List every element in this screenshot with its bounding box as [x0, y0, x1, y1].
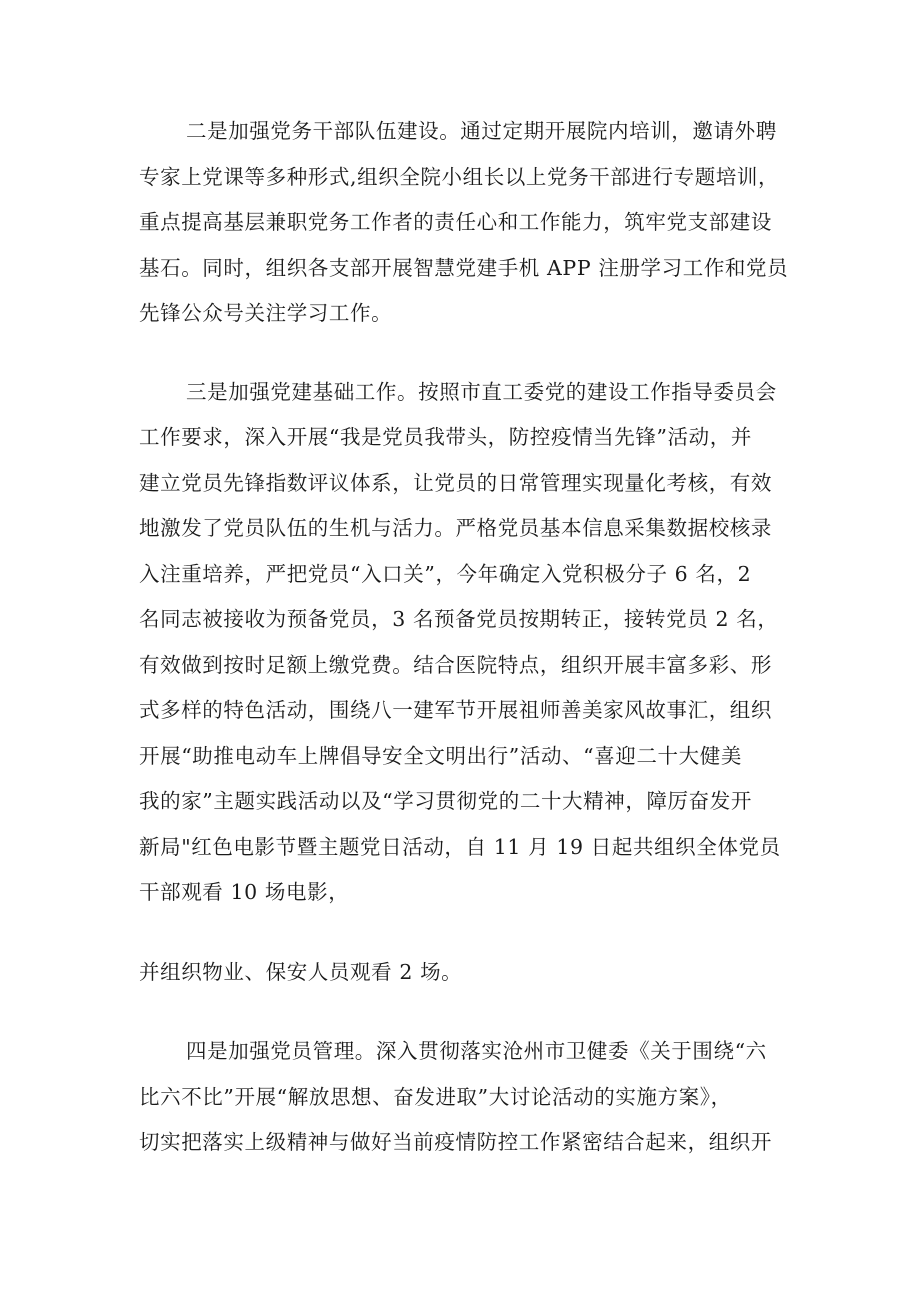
- paragraph-1-line-4: 基石。同时，组织各支部开展智慧党建手机 APP 注册学习工作和党员: [139, 256, 789, 280]
- paragraph-1-line-3: 重点提高基层兼职党务工作者的责任心和工作能力，筑牢党支部建设: [139, 210, 772, 234]
- paragraph-2-line-7: 有效做到按时足额上缴党费。结合医院特点，组织开展丰富多彩、形: [139, 653, 772, 677]
- paragraph-2-line-1: 三是加强党建基础工作。按照市直工委党的建设工作指导委员会: [186, 380, 777, 404]
- paragraph-2-line-11: 新局"红色电影节暨主题党日活动，自 11 月 19 日起共组织全体党员: [139, 835, 781, 859]
- paragraph-1-line-1: 二是加强党务干部队伍建设。通过定期开展院内培训，邀请外聘: [186, 119, 777, 143]
- paragraph-2-line-12: 干部观看 10 场电影，: [139, 880, 350, 904]
- paragraph-4-line-3: 切实把落实上级精神与做好当前疫情防控工作紧密结合起来，组织开: [139, 1130, 772, 1154]
- paragraph-2-line-2: 工作要求，深入开展“我是党员我带头，防控疫情当先锋”活动，并: [139, 425, 752, 449]
- paragraph-2-line-8: 式多样的特色活动，围绕八一建军节开展祖师善美家风故事汇，组织: [139, 698, 772, 722]
- paragraph-2-line-6: 名同志被接收为预备党员，3 名预备党员按期转正，接转党员 2 名，: [139, 607, 779, 631]
- paragraph-1-line-2: 专家上党课等多种形式,组织全院小组长以上党务干部进行专题培训，: [139, 165, 780, 189]
- paragraph-2-line-10: 我的家”主题实践活动以及“学习贯彻党的二十大精神，障厉奋发开: [139, 789, 752, 813]
- paragraph-3-line-1: 并组织物业、保安人员观看 2 场。: [139, 960, 463, 984]
- paragraph-2-line-4: 地激发了党员队伍的生机与活力。严格党员基本信息采集数据校核录: [139, 516, 772, 540]
- paragraph-2-line-3: 建立党员先锋指数评议体系，让党员的日常管理实现量化考核，有效: [139, 471, 772, 495]
- paragraph-2-line-9: 开展“助推电动车上牌倡导安全文明出行”活动、“喜迎二十大健美: [139, 744, 742, 768]
- paragraph-4-line-2: 比六不比”开展“解放思想、奋发进取”大讨论活动的实施方案》，: [139, 1085, 732, 1109]
- paragraph-4-line-1: 四是加强党员管理。深入贯彻落实沧州市卫健委《关于围绕“六: [186, 1039, 767, 1063]
- paragraph-1-line-5: 先锋公众号关注学习工作。: [139, 301, 393, 325]
- paragraph-2-line-5: 入注重培养，严把党员“入口关”，今年确定入党积极分子 6 名，2: [139, 562, 752, 586]
